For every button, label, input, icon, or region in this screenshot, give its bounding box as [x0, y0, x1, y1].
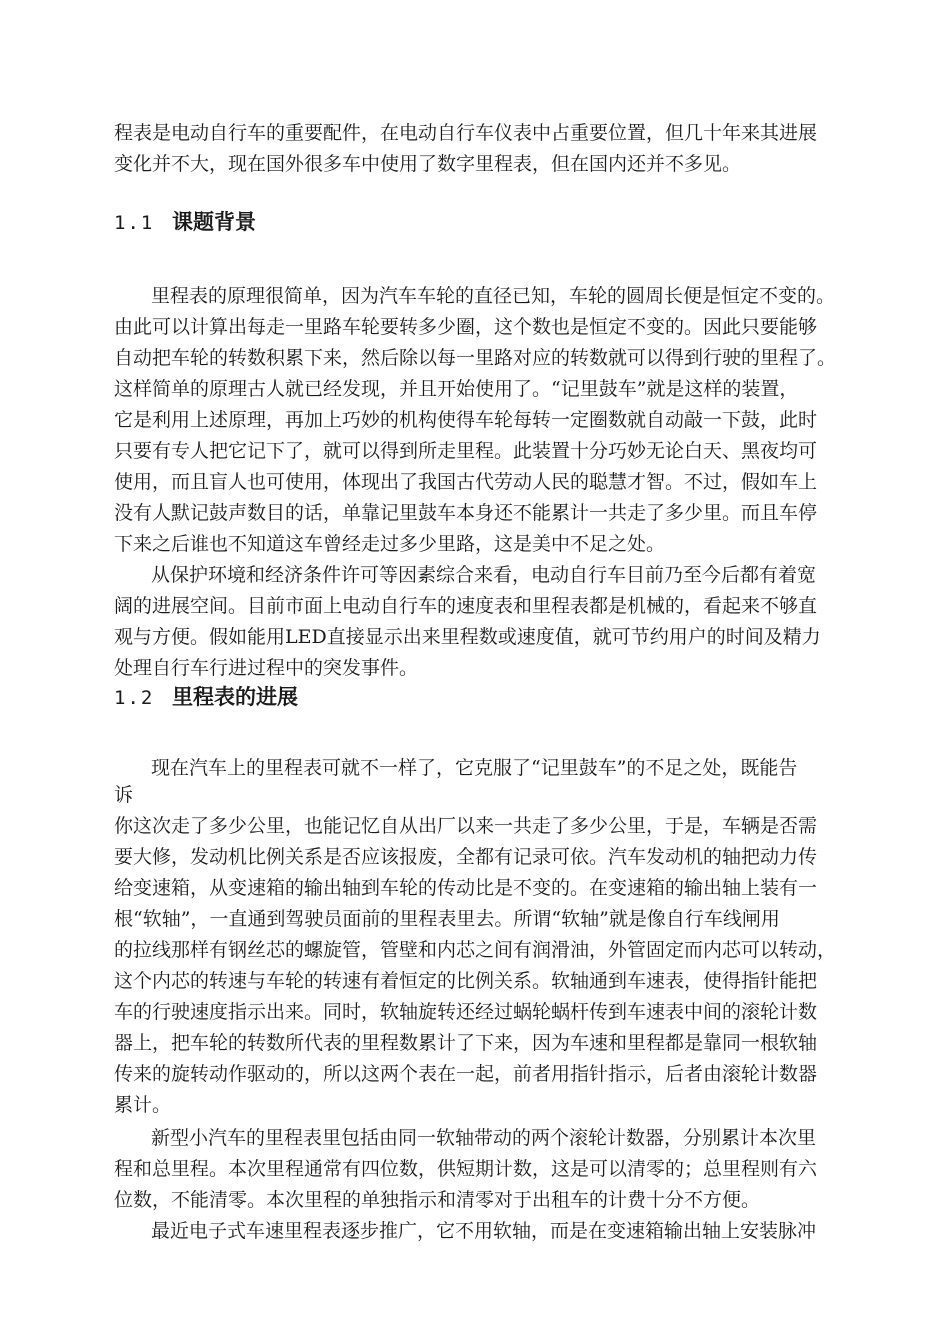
paragraph-line: 它是利用上述原理，再加上巧妙的机构使得车轮每转一定圈数就自动敲一下鼓，此时	[114, 409, 818, 431]
paragraph-line: 的拉线那样有钢丝芯的螺旋管，管壁和内芯之间有润滑油，外管固定而内芯可以转动，	[114, 939, 837, 961]
paragraph-line: 根“软轴”，一直通到驾驶员面前的里程表里去。所谓“软轴”就是像自行车线闸用	[114, 908, 780, 930]
paragraph-line: 没有人默记鼓声数目的话，单靠记里鼓车本身还不能累计一共走了多少里。而且车停	[114, 502, 818, 524]
paragraph-line: 新型小汽车的里程表里包括由同一软轴带动的两个滚轮计数器，分别累计本次里	[151, 1127, 817, 1149]
section-heading-1-2	[114, 683, 298, 712]
paragraph-line: 给变速箱，从变速箱的输出轴到车轮的传动比是不变的。在变速箱的输出轴上装有一	[114, 877, 818, 899]
paragraph-line: 使用，而且盲人也可使用，体现出了我国古代劳动人民的聪慧才智。不过，假如车上	[114, 471, 818, 493]
paragraph-line: 这样简单的原理古人就已经发现，并且开始使用了。“记里鼓车”就是这样的装置，	[114, 378, 799, 400]
paragraph-line: 累计。	[114, 1094, 172, 1116]
paragraph-line: 下来之后谁也不知道这车曾经走过多少里路，这是美中不足之处。	[114, 533, 666, 555]
paragraph-line: 只要有专人把它记下了，就可以得到所走里程。此装置十分巧妙无论白天、黑夜均可	[114, 440, 818, 462]
paragraph-line: 阔的进展空间。目前市面上电动自行车的速度表和里程表都是机械的，看起来不够直	[114, 595, 818, 617]
paragraph-line: 最近电子式车速里程表逐步推广，它不用软轴，而是在变速箱输出轴上安装脉冲	[151, 1220, 817, 1242]
section-number: 1.2	[114, 687, 155, 709]
paragraph-line: 自动把车轮的转数积累下来，然后除以每一里路对应的转数就可以得到行驶的里程了。	[114, 347, 837, 369]
paragraph-line: 现在汽车上的里程表可就不一样了，它克服了“记里鼓车”的不足之处，既能告	[151, 757, 798, 779]
paragraph-line: 这个内芯的转速与车轮的转速有着恒定的比例关系。软轴通到车速表，使得指针能把	[114, 970, 818, 992]
paragraph-line: 车的行驶速度指示出来。同时，软轴旋转还经过蜗轮蜗杆传到车速表中间的滚轮计数	[114, 1001, 818, 1023]
paragraph-line: 要大修，发动机比例关系是否应该报废，全都有记录可依。汽车发动机的轴把动力传	[114, 846, 818, 868]
paragraph-line: 传来的旋转动作驱动的，所以这两个表在一起，前者用指针指示，后者由滚轮计数器	[114, 1063, 818, 1085]
paragraph-line: 位数，不能清零。本次里程的单独指示和清零对于出租车的计费十分不方便。	[114, 1189, 761, 1211]
section-title: 课题背景	[172, 210, 256, 234]
paragraph-line: 诉	[114, 784, 134, 806]
paragraph-line: 观与方便。假如能用LED直接显示出来里程数或速度值，就可节约用户的时间及精力	[114, 626, 821, 648]
section-heading-1-1	[114, 208, 256, 237]
paragraph-line: 从保护环境和经济条件许可等因素综合来看，电动自行车目前乃至今后都有着宽	[151, 564, 817, 586]
paragraph-line: 程和总里程。本次里程通常有四位数，供短期计数，这是可以清零的；总里程则有六	[114, 1158, 818, 1180]
paragraph-line: 器上，把车轮的转数所代表的里程数累计了下来，因为车速和里程都是靠同一根软轴	[114, 1032, 818, 1054]
section-title: 里程表的进展	[172, 685, 298, 709]
paragraph-line: 由此可以计算出每走一里路车轮要转多少圈，这个数也是恒定不变的。因此只要能够	[114, 316, 818, 338]
section-number: 1.1	[114, 212, 155, 234]
paragraph-line: 你这次走了多少公里，也能记忆自从出厂以来一共走了多少公里，于是，车辆是否需	[114, 815, 818, 837]
paragraph-line: 处理自行车行进过程中的突发事件。	[114, 657, 419, 679]
intro-line: 程表是电动自行车的重要配件，在电动自行车仪表中占重要位置，但几十年来其进展	[114, 122, 818, 144]
paragraph-line: 里程表的原理很简单，因为汽车车轮的直径已知，车轮的圆周长便是恒定不变的。	[151, 285, 836, 307]
intro-line: 变化并不大，现在国外很多车中使用了数字里程表，但在国内还并不多见。	[114, 153, 742, 175]
